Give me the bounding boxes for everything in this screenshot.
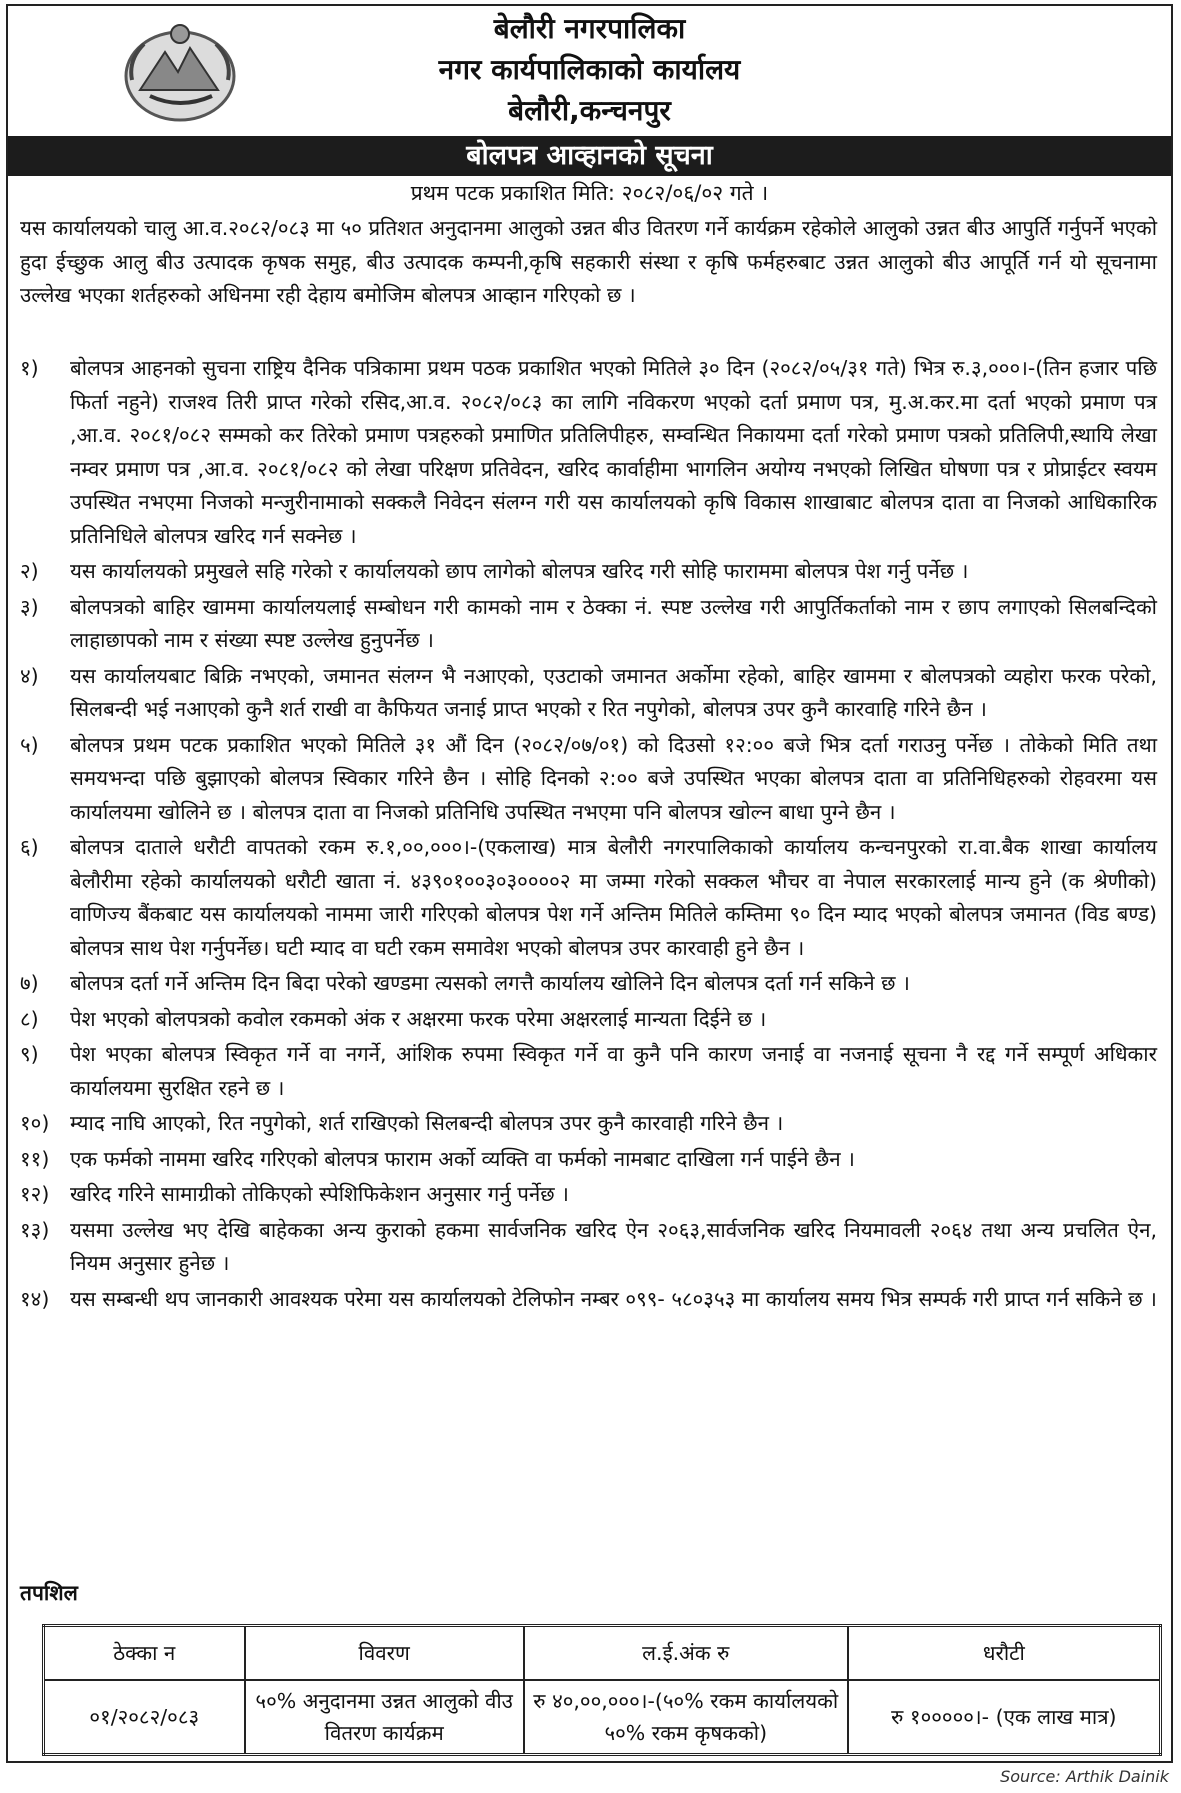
clause-item xyxy=(20,1178,1157,1212)
clause-item xyxy=(20,1107,1157,1141)
clause-text: यस सम्बन्धी थप जानकारी आवश्यक परेमा यस कार्यालयको टेलिफोन नम्बर ०९९- ५८०३५३ मा कार्यालय समय भित्र सम्पर्क गरी प्राप्त गर्न सकिने छ । xyxy=(70,1286,1157,1311)
table-header: ल.ई.अंक रु xyxy=(524,1626,848,1681)
clause-text: एक फर्मको नाममा खरिद गरिएको बोलपत्र फाराम अर्को व्यक्ति वा फर्मको नामबाट दाखिला गर्न पाईने छैन । xyxy=(70,1146,855,1171)
table-header: विवरण xyxy=(245,1626,524,1681)
contract-number-cell: ०१/२०८२/०८३ xyxy=(44,1680,245,1755)
clause-number: २) xyxy=(20,559,39,583)
clause-number: १०) xyxy=(20,1111,50,1135)
clause-text: म्याद नाघि आएको, रित नपुगेको, शर्त राखिएको सिलबन्दी बोलपत्र उपर कुनै कारवाही गरिने छैन । xyxy=(70,1111,784,1135)
clause-number: १४) xyxy=(20,1286,50,1311)
clause-number: ७) xyxy=(20,971,39,995)
office-name: नगर कार्यपालिकाको कार्यालय xyxy=(438,53,741,86)
clause-text: बोलपत्र आहनको सुचना राष्ट्रिय दैनिक पत्रिकामा प्रथम पठक प्रकाशित भएको मितिले ३० दिन (२०८२/०५/३१ गते) भित्र रु.३,०००।-(तिन हजार पछि फिर्ता नहुने) राजश्व तिरी प्राप्त गरेको रसिद,आ.व. २०८२/०८३ का लागि नविकरण भएको दर्ता प्रमाण पत्र, मु.अ.कर.मा दर्ता भएको प्रमाण पत्र ,आ.व. २०८१/०८२ सम्मको कर तिरेको प्रमाण पत्रहरुको प्रमाणित प्रतिलिपीहरु, सम्वन्धित निकायमा दर्ता गरेको प्रमाण पत्रको प्रतिलिपी,स्थायि लेखा नम्वर प्रमाण पत्र ,आ.व. २०८१/०८२ को लेखा परिक्षण प्रतिवेदन, खरिद कार्वाहीमा भागलिन अयोग्य नभएको लिखित घोषणा पत्र र प्रोप्राईटर स्वयम उपस्थित नभएमा निजको मन्जुरीनामाको सक्कलै निवेदन संलग्न गरी यस कार्यालयको कृषि विकास शाखाबाट बोलपत्र दाता वा निजको आधिकारिक प्रतिनिधिले बोलपत्र खरिद गर्न सक्नेछ । xyxy=(70,356,1157,548)
clause-item xyxy=(20,555,1157,589)
clause-text: बोलपत्रको बाहिर खाममा कार्यालयलाई सम्बोधन गरी कामको नाम र ठेक्का नं. स्पष्ट उल्लेख गरी आपुर्तिकर्ताको नाम र छाप लगाएको सिलबन्दिको लाहाछापको नाम र संख्या स्पष्ट उल्लेख हुनुपर्नेछ । xyxy=(70,594,1157,652)
clause-text: खरिद गरिने सामाग्रीको तोकिएको स्पेशिफिकेशन अनुसार गर्नु पर्नेछ । xyxy=(70,1182,569,1206)
office-location: बेलौरी,कन्चनपुर xyxy=(508,94,671,127)
clause-text: बोलपत्र दर्ता गर्ने अन्तिम दिन बिदा परेको खण्डमा त्यसको लगत्तै कार्यालय खोलिने दिन बोलपत्र दर्ता गर्न सकिने छ । xyxy=(70,971,910,995)
clause-number: ५) xyxy=(20,732,39,757)
notice-frame xyxy=(6,4,1173,1763)
table-header: ठेक्का न xyxy=(44,1626,245,1681)
clause-item xyxy=(20,352,1157,553)
clause-text: बोलपत्र प्रथम पटक प्रकाशित भएको मितिले ३१ औं दिन (२०८२/०७/०१) को दिउसो १२:०० बजे भित्र दर्ता गराउनु पर्नेछ । तोकेको मिति तथा समयभन्दा पछि बुझाएको बोलपत्र स्विकार गरिने छैन । सोहि दिनको २:०० बजे उपस्थित भएका बोलपत्र दाता वा प्रतिनिधिहरुको रोहवरमा यस कार्यालयमा खोलिने छ । बोलपत्र दाता वा निजको प्रतिनिधि उपस्थित नभएमा पनि बोलपत्र खोल्न बाधा पुग्ने छैन । xyxy=(70,732,1157,824)
cost-estimate-cell: रु ४०,००,०००।-(५०% रकम कार्यालयको ५०% रकम कृषकको) xyxy=(524,1680,848,1755)
clause-number: १३) xyxy=(20,1217,50,1242)
clause-item xyxy=(20,967,1157,1001)
clause-number: ३) xyxy=(20,594,39,619)
clause-list xyxy=(20,352,1157,1318)
clause-number: ४) xyxy=(20,663,39,688)
clause-text: बोलपत्र दाताले धरौटी वापतको रकम रु.१,००,०००।-(एकलाख) मात्र बेलौरी नगरपालिकाको कार्यालय कन्चनपुरको रा.वा.बैक शाखा कार्यालय बेलौरीमा रहेको कार्यालयको धरौटी खाता नं. ४३९०१००३०३००००२ मा जम्मा गरेको सक्कल भौचर वा नेपाल सरकारलाई मान्य हुने (क श्रेणीको) वाणिज्य बैंकबाट यस कार्यालयको नाममा जारी गरिएको बोलपत्र पेश गर्ने अन्तिम मितिले कम्तिमा ९० दिन म्याद भएको बोलपत्र जमानत (विड बण्ड) बोलपत्र साथ पेश गर्नुपर्नेछ। घटी म्याद वा घटी रकम समावेश भएको बोलपत्र उपर कारवाही हुने छैन । xyxy=(70,835,1157,960)
clause-number: १२) xyxy=(20,1182,50,1206)
description-cell: ५०% अनुदानमा उन्नत आलुको वीउ वितरण कार्यक्रम xyxy=(245,1680,524,1755)
clause-item xyxy=(20,1283,1157,1317)
table-row xyxy=(44,1680,1161,1755)
clause-text: यस कार्यालयको प्रमुखले सहि गरेको र कार्यालयको छाप लागेको बोलपत्र खरिद गरी सोहि फाराममा बोलपत्र पेश गर्नु पर्नेछ । xyxy=(70,559,969,583)
clause-item xyxy=(20,660,1157,727)
schedule-heading: तपशिल xyxy=(20,1581,78,1605)
notice-title: बोलपत्र आव्हानको सूचना xyxy=(8,136,1171,176)
clause-item xyxy=(20,591,1157,658)
clause-text: यस कार्यालयबाट बिक्रि नभएको, जमानत संलग्न भै नआएको, एउटाको जमानत अर्कोमा रहेको, बाहिर खाममा र बोलपत्रको व्यहोरा फरक परेको, सिलबन्दी भई नआएको कुनै शर्त राखी वा कैफियत जनाई प्राप्त भएको र रित नपुगेको, बोलपत्र उपर कुनै कारवाहि गरिने छैन । xyxy=(70,663,1157,721)
clause-number: ६) xyxy=(20,835,39,859)
municipality-name: बेलौरी नगरपालिका xyxy=(493,12,686,45)
publication-date: प्रथम पटक प्रकाशित मिति: २०८२/०६/०२ गते । xyxy=(410,181,769,205)
clause-text: पेश भएका बोलपत्र स्विकृत गर्ने वा नगर्ने, आंशिक रुपमा स्विकृत गर्ने वा कुनै पनि कारण जनाई वा नजनाई सूचना नै रद्द गर्ने सम्पूर्ण अधिकार कार्यालयमा सुरक्षित रहने छ । xyxy=(70,1042,1157,1100)
clause-number: ११) xyxy=(20,1146,50,1171)
table-header-row xyxy=(44,1626,1161,1681)
clause-number: ९) xyxy=(20,1042,39,1066)
intro-paragraph: यस कार्यालयको चालु आ.व.२०८२/०८३ मा ५० प्रतिशत अनुदानमा आलुको उन्नत बीउ वितरण गर्ने कार्यक्रम रहेकोले आलुको उन्नत बीउ आपुर्ति गर्नुपर्ने भएको हुदा ईच्छुक आलु बीउ उत्पादक कृषक समुह, बीउ उत्पादक कम्पनी,कृषि सहकारी संस्था र कृषि फर्महरुबाट उन्नत आलुको बीउ आपूर्ति गर्न यो सूचनामा उल्लेख भएका शर्तहरुको अधिनमा रही देहाय बमोजिम बोलपत्र आव्हान गरिएको छ । xyxy=(20,216,1157,307)
clause-number: १) xyxy=(20,356,39,380)
clause-item xyxy=(20,729,1157,830)
clause-item xyxy=(20,831,1157,965)
source-credit: Source: Arthik Dainik xyxy=(1000,1767,1169,1786)
table-header: धरौटी xyxy=(848,1626,1161,1681)
clause-item xyxy=(20,1143,1157,1177)
clause-text: यसमा उल्लेख भए देखि बाहेकका अन्य कुराको हकमा सार्वजनिक खरिद ऐन २०६३,सार्वजनिक खरिद नियमावली २०६४ तथा अन्य प्रचलित ऐन, नियम अनुसार हुनेछ । xyxy=(70,1217,1157,1275)
notice-header xyxy=(8,6,1171,134)
clause-item xyxy=(20,1003,1157,1037)
contract-table xyxy=(42,1624,1162,1756)
clause-item xyxy=(20,1038,1157,1105)
deposit-cell: रु १०००००।- (एक लाख मात्र) xyxy=(848,1680,1161,1755)
clause-item xyxy=(20,1214,1157,1281)
clause-text: पेश भएको बोलपत्रको कवोल रकमको अंक र अक्षरमा फरक परेमा अक्षरलाई मान्यता दिईने छ । xyxy=(70,1006,767,1031)
clause-number: ८) xyxy=(20,1006,39,1031)
